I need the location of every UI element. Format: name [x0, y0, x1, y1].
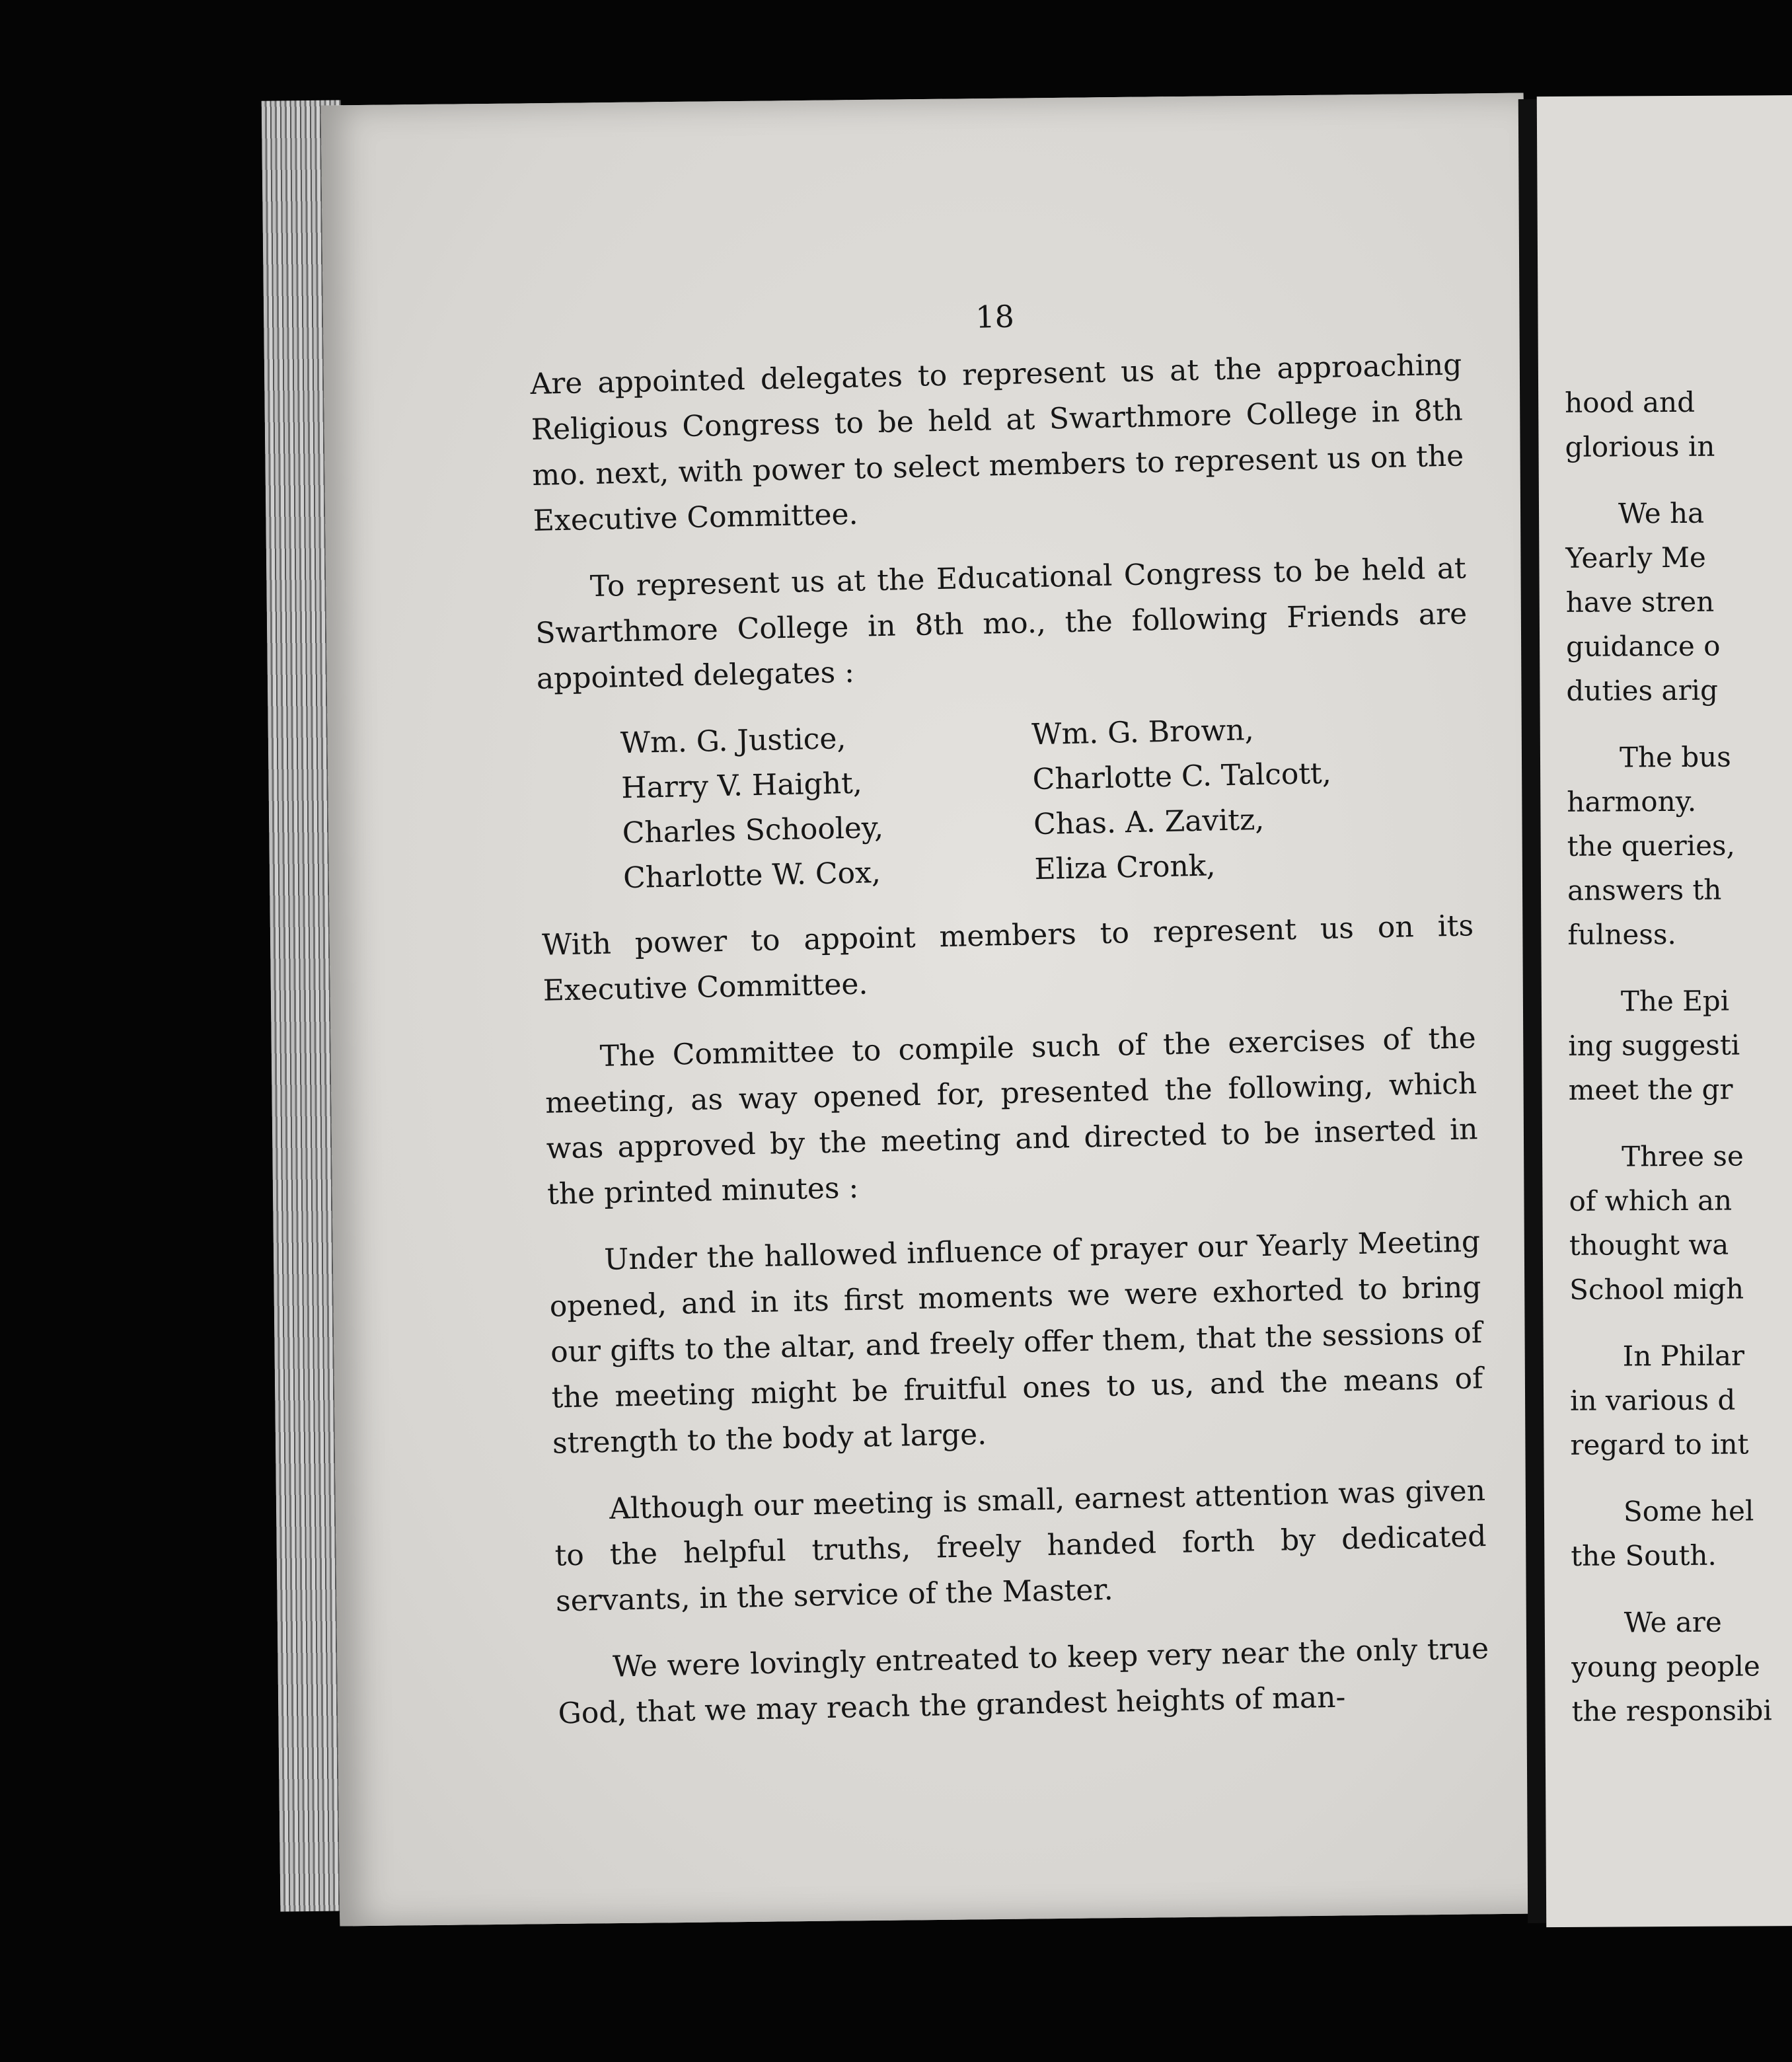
delegate-name: Eliza Cronk, [1034, 849, 1216, 887]
right-page-paragraph [1571, 1599, 1792, 1734]
right-page-line: young people [1571, 1650, 1760, 1683]
right-page-line: harmony. [1567, 784, 1697, 818]
paragraph-earnest-attention: Although our meeting is small, earnest attention was given to the helpful truths, freely handed forth by dedicated servants, in the service of the Master. [554, 1474, 1487, 1619]
paragraph-lovingly-entreated: We were lovingly entreated to keep very near the only true God, that we may reach the grandest heights of man- [558, 1632, 1489, 1731]
right-page-line: the responsibi [1571, 1694, 1772, 1728]
right-page-paragraph [1565, 490, 1792, 713]
right-page-line: have stren [1565, 585, 1715, 619]
delegate-name: Wm. G. Justice, [620, 722, 846, 761]
right-page-line: glorious in [1565, 430, 1715, 463]
left-page-text [529, 284, 1491, 1757]
right-page-line: in various d [1569, 1383, 1736, 1417]
right-page-line: regard to int [1570, 1428, 1749, 1461]
delegate-name: Charlotte C. Talcott, [1032, 756, 1332, 797]
right-page-paragraph [1565, 379, 1792, 469]
delegate-list [537, 703, 1472, 902]
right-page-line: Three se [1622, 1139, 1744, 1173]
right-page-line: We are [1624, 1605, 1722, 1639]
paragraph-hallowed-influence: Under the hallowed influence of prayer our Yearly Meeting opened, and in its first moments we were exhorted to bring our gifts to the altar, and freely offer them, that the sessions of the meeting might be fruitful ones to us, and the means of strength to the body at large. [549, 1225, 1483, 1461]
right-page-line: The Epi [1620, 984, 1730, 1018]
right-page-paragraph [1569, 1133, 1792, 1312]
right-page-paragraph [1571, 1488, 1792, 1578]
right-page-text [1565, 379, 1792, 1756]
paragraph-committee-compile: The Committee to compile such of the exercises of the meeting, as way opened for, presented the following, which was approved by the meeting and directed to be inserted in the printed minutes : [544, 1021, 1478, 1211]
right-page-line: thought wa [1569, 1228, 1729, 1262]
delegate-name: Charles Schooley, [622, 810, 884, 851]
right-page-line: fulness. [1567, 918, 1676, 951]
right-page-paragraph [1567, 734, 1792, 957]
delegate-column-right [1031, 704, 1446, 892]
right-page-line: The bus [1619, 740, 1731, 774]
right-page-line: answers th [1567, 873, 1722, 907]
right-page-line: hood and [1565, 385, 1696, 419]
right-page-line: of which an [1569, 1184, 1733, 1217]
page-number: 18 [975, 298, 1015, 335]
paragraph-delegates-religious: Are appointed delegates to represent us at the approaching Religious Congress to be held at Swarthmore College in 8th mo. next, with power to select members to represent us on the Executive Committee. [530, 348, 1464, 538]
right-page-line: guidance o [1565, 629, 1721, 663]
delegate-name: Chas. A. Zavitz, [1033, 802, 1265, 842]
right-page-line: In Philar [1622, 1339, 1745, 1373]
right-page-line: School migh [1569, 1272, 1744, 1306]
paragraph-executive-committee: With power to appoint members to represent us on its Executive Committee. [541, 909, 1474, 1008]
right-page-line: meet the gr [1568, 1073, 1733, 1106]
right-page-paragraph [1570, 1332, 1792, 1467]
right-page [1537, 95, 1792, 1927]
delegate-name: Harry V. Haight, [620, 766, 863, 806]
right-page-line: Yearly Me [1565, 541, 1706, 574]
right-page-line: the queries, [1567, 829, 1736, 862]
right-page-line: ing suggesti [1568, 1028, 1740, 1062]
paragraph-educational-congress: To represent us at the Educational Congress to be held at Swarthmore College in 8th mo., the following Friends are appointed delegates : [535, 551, 1468, 696]
right-page-line: the South. [1571, 1539, 1717, 1572]
right-page-paragraph [1568, 977, 1792, 1112]
delegate-name: Charlotte W. Cox, [622, 856, 881, 896]
delegate-column-left [620, 712, 1035, 901]
right-page-line: duties arig [1566, 673, 1719, 707]
delegate-name: Wm. G. Brown, [1031, 713, 1255, 752]
right-page-line: We ha [1618, 496, 1705, 530]
right-page-line: Some hel [1623, 1494, 1754, 1528]
